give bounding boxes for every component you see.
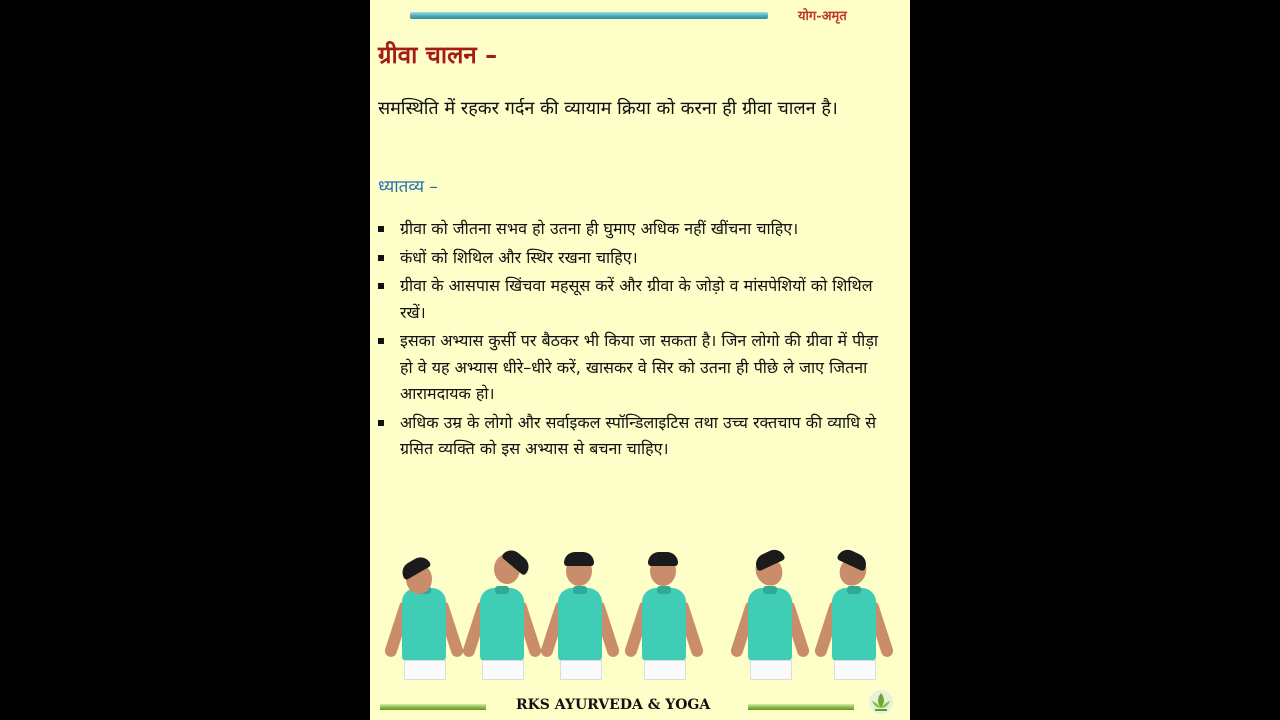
footer-brand: RKS AYURVEDA & YOGA	[516, 697, 711, 713]
bullet-icon	[378, 338, 384, 344]
figure-neck-tilt-right	[730, 548, 810, 683]
figure-neck-backward	[462, 548, 542, 683]
figure-neck-forward	[384, 548, 464, 683]
footer-rule-left	[380, 704, 486, 710]
figure-neck-turn-left	[624, 548, 704, 683]
note-heading: ध्यातव्य –	[378, 177, 438, 197]
list-item	[378, 245, 888, 272]
bullet-icon	[378, 226, 384, 232]
header-tag: योग-अमृत	[798, 9, 847, 24]
intro-paragraph: समस्थिति में रहकर गर्दन की व्यायाम क्रिया को करना ही ग्रीवा चालन है।	[378, 98, 838, 119]
list-item-text: ग्रीवा के आसपास खिंचवा महसूस करें और ग्रीवा के जोड़ो व मांसपेशियों को शिथिल रखें।	[400, 276, 873, 322]
list-item	[378, 410, 888, 463]
list-item-text: अधिक उम्र के लोगो और सर्वाइकल स्पॉन्डिलाइटिस तथा उच्च रक्तचाप की व्याधि से ग्रसित व्यक्ति को इस अभ्यास से बचना चाहिए।	[400, 412, 877, 458]
header-rule	[410, 12, 768, 19]
footer-rule-right	[748, 704, 854, 710]
points-list	[378, 216, 888, 465]
bullet-icon	[378, 255, 384, 261]
lotus-logo-icon	[868, 689, 894, 715]
list-item	[378, 216, 888, 243]
list-item	[378, 328, 888, 408]
list-item-text: इसका अभ्यास कुर्सी पर बैठकर भी किया जा सकता है। जिन लोगो की ग्रीवा में पीड़ा हो वे यह अभ्यास धीरे–धीरे करें, खासकर वे सिर को उतना ही पीछे ले जाए जितना आरामदायक हो।	[400, 331, 879, 403]
figure-neck-tilt-left	[814, 548, 894, 683]
figure-neck-turn-right	[540, 548, 620, 683]
list-item-text: कंधों को शिथिल और स्थिर रखना चाहिए।	[400, 247, 638, 267]
list-item-text: ग्रीवा को जीतना सभव हो उतना ही घुमाए अधिक नहीं खींचना चाहिए।	[400, 219, 799, 238]
bullet-icon	[378, 420, 384, 426]
list-item	[378, 273, 888, 326]
document-page	[370, 0, 910, 720]
bullet-icon	[378, 283, 384, 289]
exercise-illustrations	[384, 548, 904, 683]
page-title: ग्रीवा चालन –	[378, 41, 498, 69]
